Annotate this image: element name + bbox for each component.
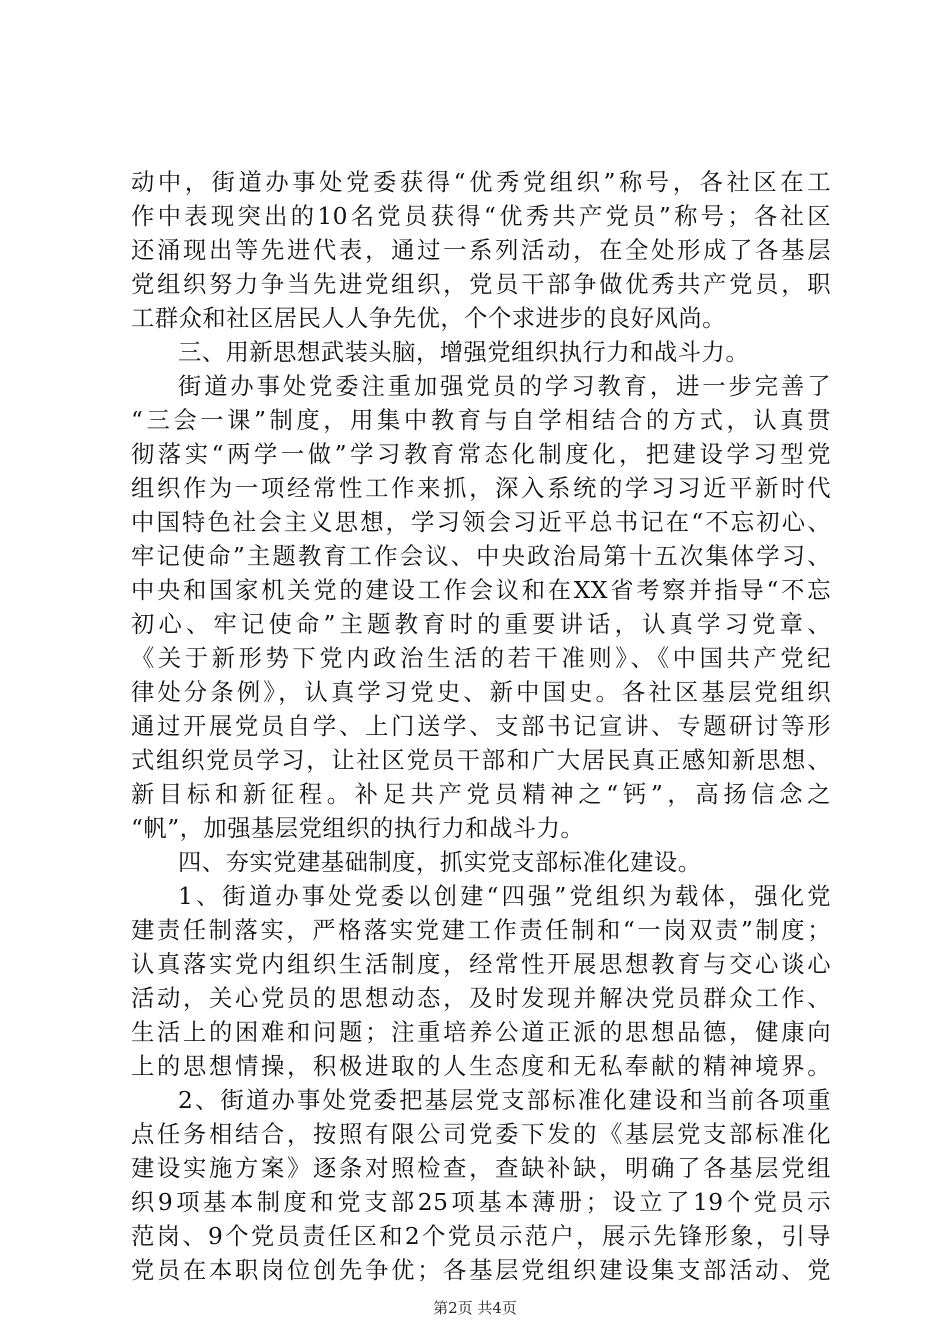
text-line: 认真落实党内组织生活制度，经常性开展思想教育与交心谈心 (131, 951, 831, 978)
text-line: 街道办事处党委注重加强党员的学习教育，进一步完善了 (178, 373, 831, 400)
text-line: 律处分条例》，认真学习党史、新中国史。各社区基层党组织 (131, 679, 831, 706)
text-line: 工群众和社区居民人人争先优，个个求进步的良好风尚。 (131, 305, 726, 332)
text-line: 建责任制落实，严格落实党建工作责任制和“一岗双责”制度； (131, 917, 831, 944)
text-line: 初心、牢记使命”主题教育时的重要讲话，认真学习党章、 (131, 611, 831, 638)
text-line: 建设实施方案》逐条对照检查，查缺补缺，明确了各基层党组 (131, 1155, 831, 1182)
text-line: 式组织党员学习，让社区党员干部和广大居民真正感知新思想、 (131, 747, 831, 774)
text-line: 上的思想情操，积极进取的人生态度和无私奉献的精神境界。 (131, 1053, 831, 1080)
text-line: 活动，关心党员的思想动态，及时发现并解决党员群众工作、 (131, 985, 831, 1012)
text-line: 2、街道办事处党委把基层党支部标准化建设和当前各项重 (178, 1087, 831, 1114)
text-line: 新目标和新征程。补足共产党员精神之“钙”，高扬信念之 (131, 781, 831, 808)
text-line: 四、夯实党建基础制度，抓实党支部标准化建设。 (178, 849, 702, 876)
text-line: 通过开展党员自学、上门送学、支部书记宣讲、专题研讨等形 (131, 713, 831, 740)
text-line: “帆”，加强基层党组织的执行力和战斗力。 (131, 815, 585, 842)
document-body (131, 166, 831, 1288)
text-line: 党员在本职岗位创先争优；各基层党组织建设集支部活动、党 (131, 1257, 831, 1284)
text-line: 动中，街道办事处党委获得“优秀党组织”称号，各社区在工 (131, 169, 831, 196)
text-line: 范岗、9个党员责任区和2个党员示范户，展示先锋形象，引导 (131, 1223, 831, 1250)
text-line: 点任务相结合，按照有限公司党委下发的《基层党支部标准化 (131, 1121, 831, 1148)
text-line: 组织作为一项经常性工作来抓，深入系统的学习习近平新时代 (131, 475, 831, 502)
text-line: 还涌现出等先进代表，通过一系列活动，在全处形成了各基层 (131, 237, 831, 264)
text-line: 中国特色社会主义思想，学习领会习近平总书记在“不忘初心、 (131, 509, 831, 536)
text-line: 1、街道办事处党委以创建“四强”党组织为载体，强化党 (178, 883, 831, 910)
text-line: 《关于新形势下党内政治生活的若干准则》、《中国共产党纪 (131, 645, 831, 672)
text-line: 生活上的困难和问题；注重培养公道正派的思想品德，健康向 (131, 1019, 831, 1046)
text-line: 彻落实“两学一做”学习教育常态化制度化，把建设学习型党 (131, 441, 831, 468)
page-footer: 第2页 共4页 (433, 1299, 517, 1317)
text-line: 织9项基本制度和党支部25项基本薄册；设立了19个党员示 (131, 1189, 831, 1216)
text-line: 三、用新思想武装头脑，增强党组织执行力和战斗力。 (178, 339, 750, 366)
text-line: 作中表现突出的10名党员获得“优秀共产党员”称号；各社区 (131, 203, 831, 230)
text-line: “三会一课”制度，用集中教育与自学相结合的方式，认真贯 (131, 407, 831, 434)
text-line: 党组织努力争当先进党组织，党员干部争做优秀共产党员，职 (131, 271, 831, 298)
text-line: 中央和国家机关党的建设工作会议和在XX省考察并指导“不忘 (131, 577, 831, 604)
text-line: 牢记使命”主题教育工作会议、中央政治局第十五次集体学习、 (131, 543, 831, 570)
